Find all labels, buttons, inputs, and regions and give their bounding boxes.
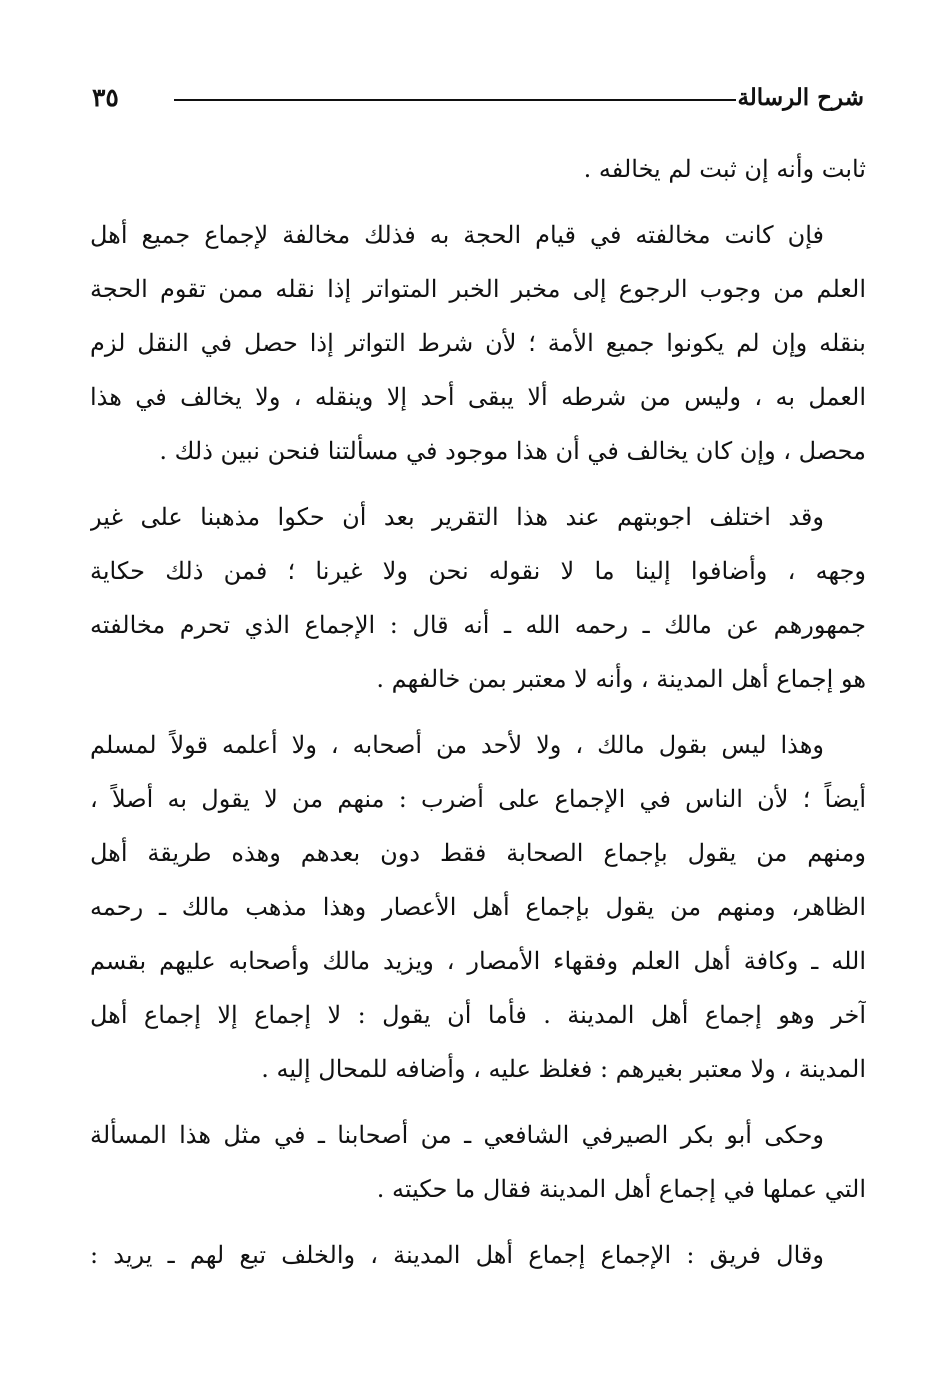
body-text xyxy=(90,142,866,1282)
text-line: العلم من وجوب الرجوع إلى مخبر الخبر المتواتر إذا نقله ممن تقوم الحجة xyxy=(90,275,866,303)
text-line: الظاهر، ومنهم من يقول بإجماع أهل الأعصار وهذا مذهب مالك ـ رحمه xyxy=(90,893,866,921)
text-line: المدينة ، ولا معتبر بغيرهم : فغلظ عليه ، وأضافه للمحال إليه . xyxy=(261,1055,866,1083)
text-line: وجهه ، وأضافوا إلينا ما لا نقوله نحن ولا غيرنا ؛ فمن ذلك حكاية xyxy=(90,557,866,585)
paragraph-1 xyxy=(90,142,866,196)
page-number: ٣٥ xyxy=(92,83,119,112)
text-line: التي عملها في إجماع أهل المدينة فقال ما حكيته . xyxy=(376,1175,866,1203)
header-rule xyxy=(174,99,736,101)
text-line: وهذا ليس بقول مالك ، ولا لأحد من أصحابه ، ولا أعلمه قولاً لمسلم xyxy=(90,731,824,759)
text-line: وقال فريق : الإجماع إجماع أهل المدينة ، والخلف تبع لهم ـ يريد : xyxy=(90,1241,824,1269)
text-line: العمل به ، وليس من شرطه ألا يبقى أحد إلا وينقله ، ولا يخالف في هذا xyxy=(90,383,866,411)
paragraph-4 xyxy=(90,718,866,1096)
running-title: شرح الرسالة xyxy=(737,84,864,111)
paragraph-5 xyxy=(90,1108,866,1216)
paragraph-3 xyxy=(90,490,866,706)
paragraph-6 xyxy=(90,1228,866,1282)
text-line: بنقله وإن لم يكونوا جميع الأمة ؛ لأن شرط التواتر إذا حصل في النقل لزم xyxy=(90,329,866,357)
text-line: فإن كانت مخالفته في قيام الحجة به فذلك مخالفة لإجماع جميع أهل xyxy=(90,221,825,249)
text-line: ومنهم من يقول بإجماع الصحابة فقط دون بعدهم وهذه طريقة أهل xyxy=(90,839,866,867)
page-header xyxy=(92,78,864,118)
paragraph-2 xyxy=(90,208,866,478)
text-line: محصل ، وإن كان يخالف في أن هذا موجود في مسألتنا فنحن نبين ذلك . xyxy=(159,437,866,465)
text-line: هو إجماع أهل المدينة ، وأنه لا معتبر بمن خالفهم . xyxy=(376,665,866,693)
text-line: الله ـ وكافة أهل العلم وفقهاء الأمصار ، ويزيد مالك وأصحابه عليهم بقسم xyxy=(90,947,866,975)
text-line: أيضاً ؛ لأن الناس في الإجماع على أضرب : منهم من لا يقول به أصلاً ، xyxy=(90,785,866,813)
text-line: وقد اختلف اجوبتهم عند هذا التقرير بعد أن حكوا مذهبنا على غير xyxy=(90,503,824,531)
text-line: آخر وهو إجماع أهل المدينة . فأما أن يقول : لا إجماع إلا إجماع أهل xyxy=(90,1001,866,1029)
text-line: وحكى أبو بكر الصيرفي الشافعي ـ من أصحابنا ـ في مثل هذا المسألة xyxy=(90,1121,824,1149)
text-line: جمهورهم عن مالك ـ رحمه الله ـ أنه قال : الإجماع الذي تحرم مخالفته xyxy=(90,611,866,639)
text-line: ثابت وأنه إن ثبت لم يخالفه . xyxy=(583,155,866,183)
